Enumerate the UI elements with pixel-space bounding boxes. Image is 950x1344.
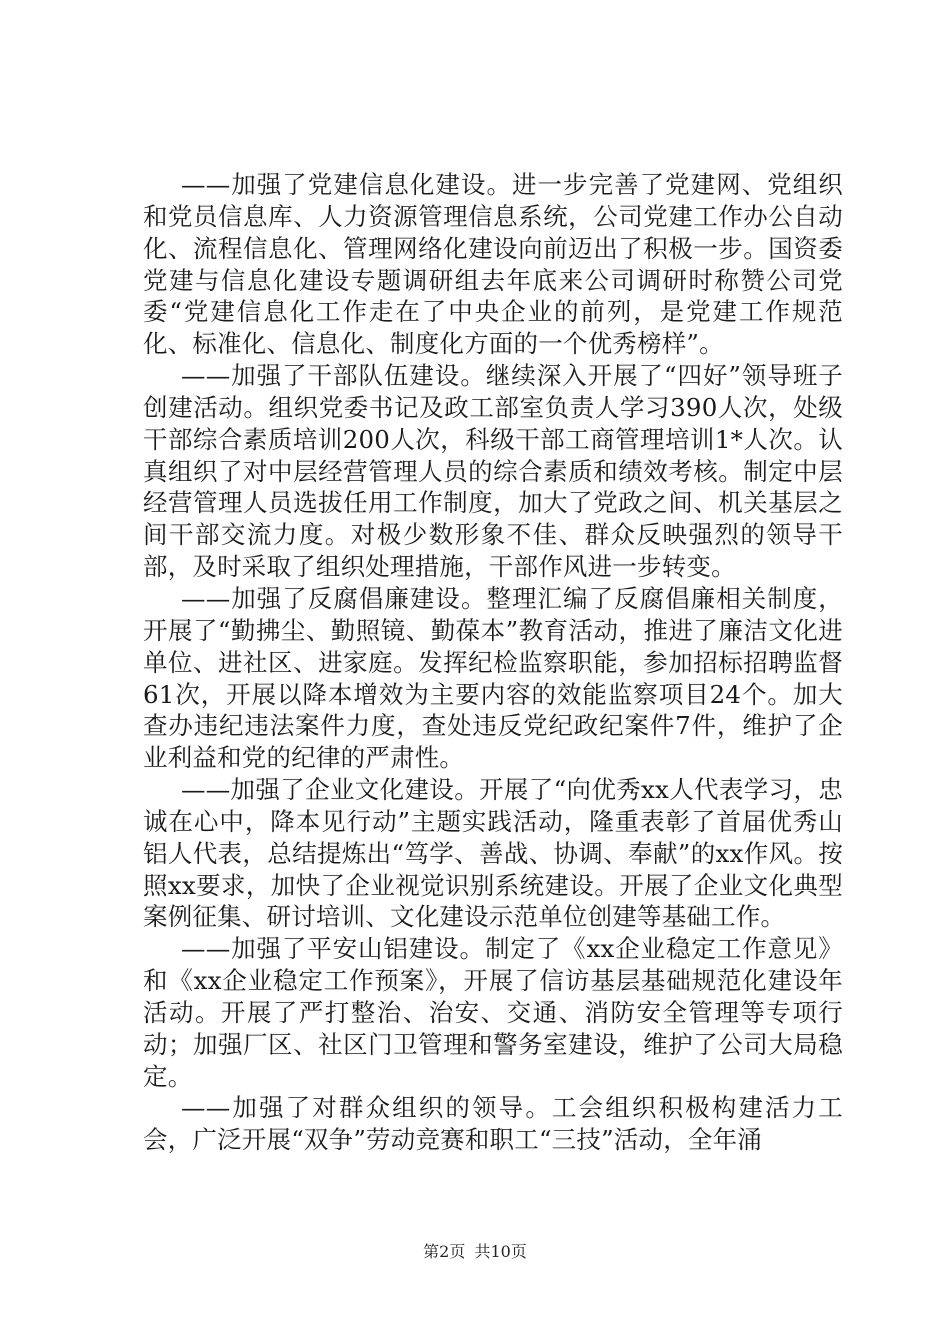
paragraph-mass-organizations: ——加强了对群众组织的领导。工会组织积极构建活力工会，广泛开展“双争”劳动竞赛和职工“三技”活动，全年涌 [143,1093,843,1155]
paragraph-cadre-team: ——加强了干部队伍建设。继续深入开展了“四好”领导班子创建活动。组织党委书记及政工部室负责人学习390人次，处级干部综合素质培训200人次，科级干部工商管理培训1*人次。认真组织了对中层经营管理人员的综合素质和绩效考核。制定中层经营管理人员选拔任用工作制度，加大了党政之间、机关基层之间干部交流力度。对极少数形象不佳、群众反映强烈的领导干部，及时采取了组织处理措施，干部作风进一步转变。 [143,361,843,582]
document-body [143,169,843,1156]
paragraph-anti-corruption: ——加强了反腐倡廉建设。整理汇编了反腐倡廉相关制度，开展了“勤拂尘、勤照镜、勤葆本”教育活动，推进了廉洁文化进单位、进社区、进家庭。发挥纪检监察职能，参加招标招聘监督61次，开展以降本增效为主要内容的效能监察项目24个。加大查办违纪违法案件力度，查处违反党纪政纪案件7件，维护了企业利益和党的纪律的严肃性。 [143,583,843,773]
paragraph-corporate-culture: ——加强了企业文化建设。开展了“向优秀xx人代表学习，忠诚在心中，降本见行动”主题实践活动，隆重表彰了首届优秀山铝人代表，总结提炼出“笃学、善战、协调、奉献”的xx作风。按照xx要求，加快了企业视觉识别系统建设。开展了企业文化典型案例征集、研讨培训、文化建设示范单位创建等基础工作。 [143,775,843,932]
paragraph-party-informatization: ——加强了党建信息化建设。进一步完善了党建网、党组织和党员信息库、人力资源管理信息系统，公司党建工作办公自动化、流程信息化、管理网络化建设向前迈出了积极一步。国资委党建与信息化建设专题调研组去年底来公司调研时称赞公司党委“党建信息化工作走在了中央企业的前列，是党建工作规范化、标准化、信息化、制度化方面的一个优秀榜样”。 [143,170,843,359]
page-footer [0,1242,950,1262]
paragraph-safety: ——加强了平安山铝建设。制定了《xx企业稳定工作意见》和《xx企业稳定工作预案》，开展了信访基层基础规范化建设年活动。开展了严打整治、治安、交通、消防安全管理等专项行动；加强厂区、社区门卫管理和警务室建设，维护了公司大局稳定。 [143,934,843,1091]
page-total: 共10页 [474,1242,527,1261]
page-number: 第2页 [423,1242,466,1261]
